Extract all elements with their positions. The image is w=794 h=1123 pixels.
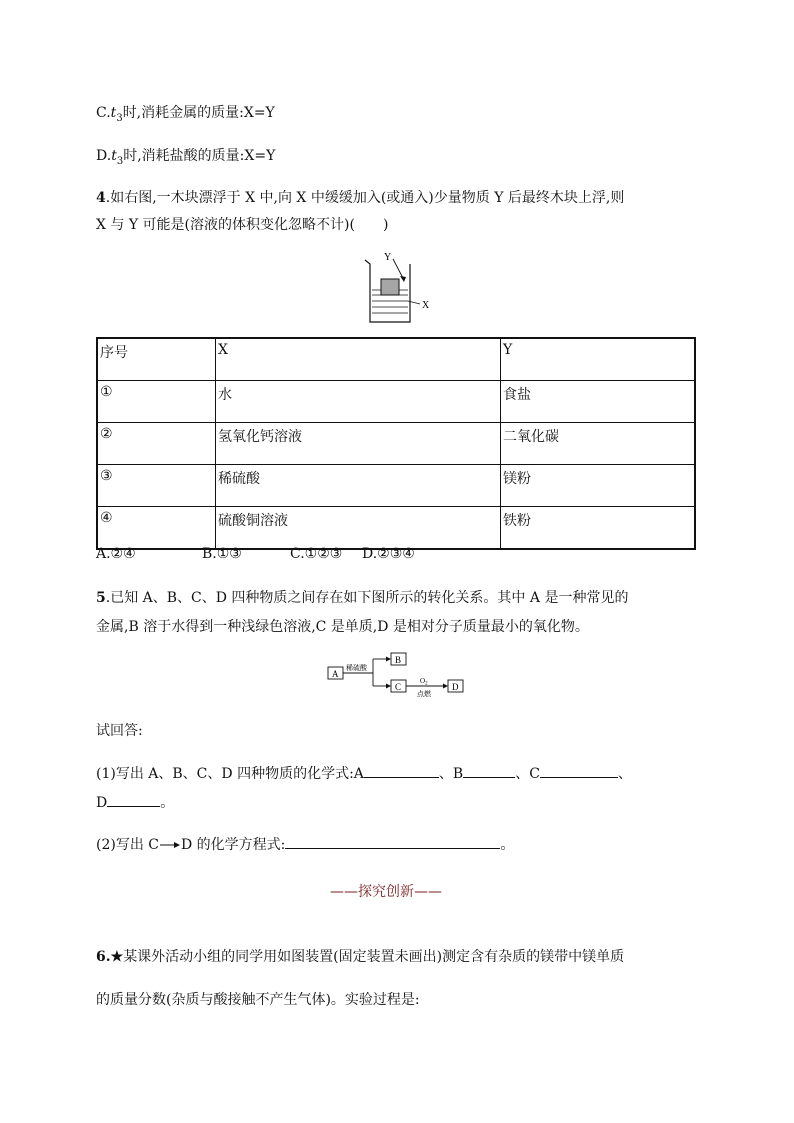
q5-part1 (96, 763, 632, 783)
reagent-label: 稀硫酸 (346, 664, 367, 672)
answer-d: D.②③④ (362, 546, 415, 562)
question-number: 5 (96, 590, 106, 606)
o2-label (420, 677, 428, 687)
part1-text: 、C (515, 766, 540, 782)
q6-stem-line1 (96, 946, 624, 966)
table-cell: 水 (216, 381, 501, 423)
part1-text: 、B (438, 766, 464, 782)
answer-a: A.②④ (96, 546, 136, 562)
time-symbol: t (110, 105, 117, 121)
table-cell: 镁粉 (501, 465, 696, 507)
reaction-arrow-icon (159, 840, 181, 850)
o2-symbol: O (420, 677, 426, 685)
q6-stem-line2: 的质量分数(杂质与酸接触不产生气体)。实验过程是: (96, 992, 420, 1008)
part1-text: (1)写出 A、B、C、D 四种物质的化学式:A (96, 766, 364, 782)
label-x: X (422, 300, 430, 311)
arrowhead (386, 657, 391, 662)
time-subscript: 3 (116, 112, 123, 124)
q3-option-d (96, 145, 275, 167)
table-cell: 硫酸铜溶液 (216, 507, 501, 550)
q5-part1-cont (96, 792, 174, 812)
table-row (97, 423, 695, 465)
equation-blank[interactable] (285, 834, 500, 849)
q5-part2 (96, 834, 514, 854)
table-row (97, 507, 695, 550)
table-cell: X (216, 338, 501, 381)
question-text: 某课外活动小组的同学用如图装置(固定装置未画出)测定含有杂质的镁带中镁单质 (123, 949, 625, 965)
table-cell: 二氧化碳 (501, 423, 696, 465)
table-header-row (97, 338, 695, 381)
part2-text: D 的化学方程式: (181, 837, 286, 853)
question-text: .如右图,一木块漂浮于 X 中,向 X 中缓缓加入(或通入)少量物质 Y 后最终木块上浮,则 (105, 190, 625, 206)
q3-option-c (96, 102, 275, 124)
q5-stem-line2: 金属,B 溶于水得到一种浅绿色溶液,C 是单质,D 是相对分子质量最小的氧化物。 (96, 619, 589, 635)
question-number: 6 (96, 949, 106, 965)
q5-prompt: 试回答: (96, 723, 143, 739)
part1-text: D (96, 795, 108, 811)
q4-stem-line2: X 与 Y 可能是(溶液的体积变化忽略不计)( ) (96, 217, 389, 233)
o2-subscript: 2 (425, 681, 428, 687)
table-cell: 氢氧化钙溶液 (216, 423, 501, 465)
answer-c: C.①②③ (290, 546, 343, 562)
label-c: C (395, 682, 402, 692)
label-d: D (452, 682, 459, 692)
part1-text: 、 (617, 766, 632, 782)
star-icon: .★ (105, 949, 124, 965)
answer-blank-d[interactable] (107, 792, 160, 807)
answer-blank-c[interactable] (540, 763, 618, 778)
table-cell: Y (501, 338, 696, 381)
answer-blank-b[interactable] (463, 763, 515, 778)
option-prefix: D. (96, 148, 112, 164)
table-cell: 铁粉 (501, 507, 696, 550)
time-symbol: t (111, 148, 117, 164)
table-cell: ① (97, 381, 216, 423)
q4-stem-line1 (96, 187, 624, 207)
label-a: A (332, 669, 339, 679)
condition-label: 点燃 (417, 690, 431, 698)
answer-b: B.①③ (202, 546, 242, 562)
question-text: .已知 A、B、C、D 四种物质之间存在如下图所示的转化关系。其中 A 是一种常见的 (105, 590, 629, 606)
time-subscript: 3 (116, 155, 124, 167)
label-b: B (395, 655, 402, 665)
arrowhead (443, 684, 448, 689)
label-y: Y (384, 252, 392, 263)
period: 。 (160, 795, 175, 811)
table-row (97, 465, 695, 507)
table-cell: ② (97, 423, 216, 465)
wooden-block (381, 279, 399, 295)
q5-stem-line1 (96, 587, 628, 607)
question-number: 4 (96, 190, 106, 206)
option-text: 时,消耗盐酸的质量:X=Y (123, 148, 276, 164)
table-cell: 食盐 (501, 381, 696, 423)
table-cell: 稀硫酸 (216, 465, 501, 507)
arrowhead (386, 684, 391, 689)
options-table (96, 337, 696, 550)
beaker-figure (360, 250, 440, 328)
table-cell: 序号 (97, 338, 216, 381)
table-cell: ③ (97, 465, 216, 507)
part2-text: (2)写出 C (96, 837, 159, 853)
period: 。 (500, 837, 515, 853)
answer-blank-a[interactable] (364, 763, 439, 778)
transformation-diagram (325, 650, 470, 698)
table-cell: ④ (97, 507, 216, 550)
section-heading: ——探究创新—— (330, 884, 442, 900)
table-row (97, 381, 695, 423)
option-prefix: C. (96, 105, 111, 121)
option-text: 时,消耗金属的质量:X=Y (122, 105, 275, 121)
y-arrowhead (400, 276, 406, 282)
